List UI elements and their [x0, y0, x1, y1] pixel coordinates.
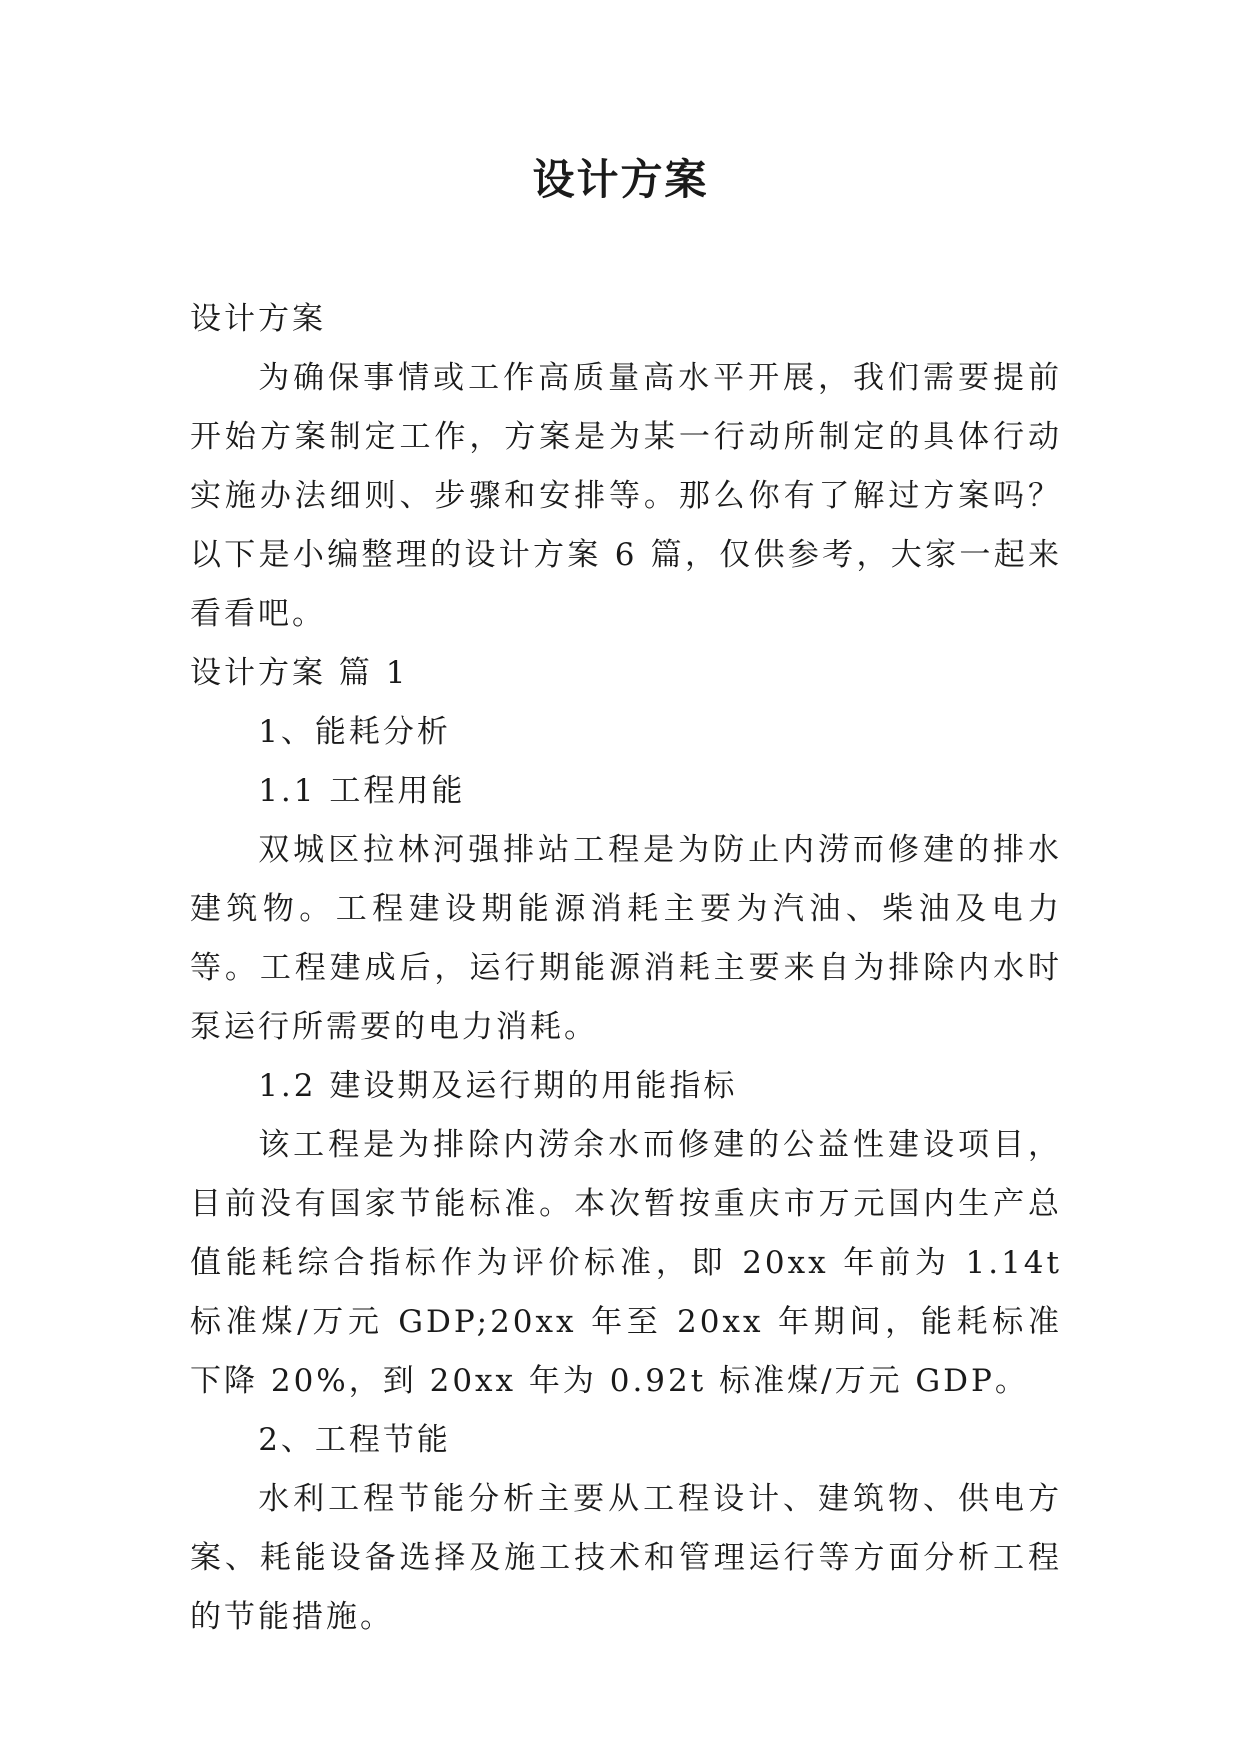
paragraph-heading: 设计方案 [190, 301, 326, 337]
document-title: 设计方案 [532, 155, 709, 204]
section-heading: 设计方案 篇 1 [190, 655, 409, 691]
subsection-heading: 1.2 建设期及运行期的用能指标 [258, 1068, 738, 1104]
document-body [190, 290, 1062, 1647]
subsection-heading: 1、能耗分析 [258, 714, 451, 750]
paragraph: 水利工程节能分析主要从工程设计、建筑物、供电方案、耗能设备选择及施工技术和管理运行等方面分析工程的节能措施。 [190, 1481, 1062, 1635]
paragraph-intro: 为确保事情或工作高质量高水平开展，我们需要提前开始方案制定工作，方案是为某一行动所制定的具体行动实施办法细则、步骤和安排等。那么你有了解过方案吗？以下是小编整理的设计方案 6 篇，仅供参考，大家一起来看看吧。 [190, 360, 1062, 632]
subsection-heading: 1.1 工程用能 [258, 773, 466, 809]
paragraph: 双城区拉林河强排站工程是为防止内涝而修建的排水建筑物。工程建设期能源消耗主要为汽油、柴油及电力等。工程建成后，运行期能源消耗主要来自为排除内水时泵运行所需要的电力消耗。 [190, 832, 1062, 1045]
paragraph: 该工程是为排除内涝余水而修建的公益性建设项目，目前没有国家节能标准。本次暂按重庆市万元国内生产总值能耗综合指标作为评价标准，即 20xx 年前为 1.14t 标准煤/万元 GDP;20xx 年至 20xx 年期间，能耗标准下降 20%，到 20xx 年为 0.92t 标准煤/万元 GDP。 [190, 1127, 1062, 1399]
subsection-heading: 2、工程节能 [258, 1422, 451, 1458]
